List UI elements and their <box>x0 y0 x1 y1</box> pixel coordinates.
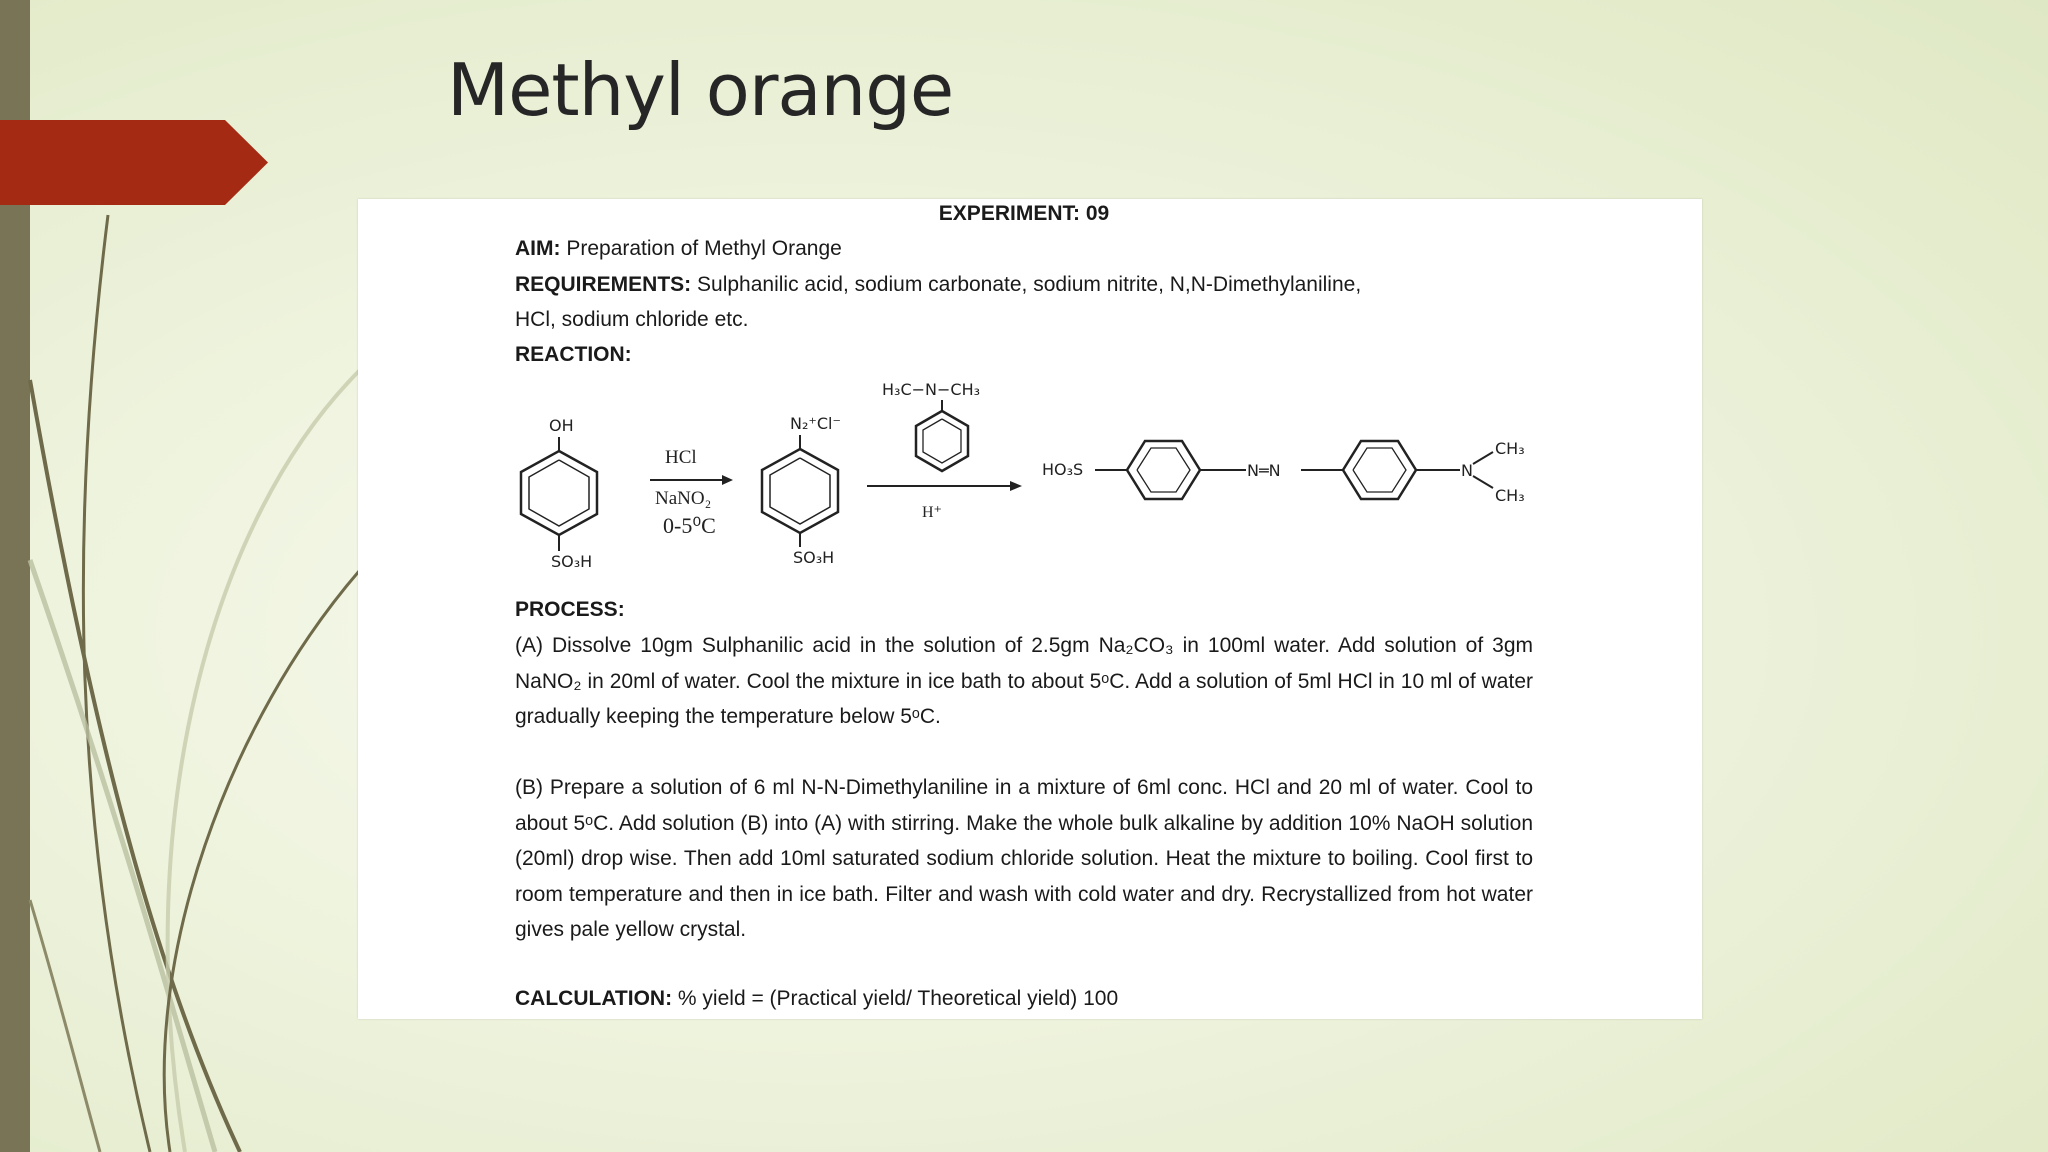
product-left-label: HO₃S <box>1042 460 1084 479</box>
product-structure <box>1042 439 1525 505</box>
aim-line <box>515 231 1533 266</box>
product-ch3-top: CH₃ <box>1495 439 1525 458</box>
experiment-document <box>358 199 1702 1019</box>
reaction-scheme <box>515 367 1533 567</box>
aim-label: AIM: <box>515 237 561 260</box>
coupler-label: H₃C−N−CH₃ <box>882 380 981 399</box>
reagent-hcl: HCl <box>665 447 697 468</box>
calculation-label: CALCULATION: <box>515 987 673 1010</box>
intermediate-bottom-label: SO₃H <box>793 548 835 567</box>
reaction-arrow-2 <box>867 481 1022 521</box>
intermediate-structure <box>762 414 841 567</box>
product-ch3-bottom: CH₃ <box>1495 486 1525 505</box>
reaction-arrow-1 <box>650 447 733 538</box>
process-label-line <box>515 592 1533 627</box>
product-n-label: N <box>1461 461 1473 480</box>
reagent-temperature: 0-5⁰C <box>663 513 716 538</box>
reactant-structure <box>521 416 597 567</box>
reactant-bottom-label: SO₃H <box>551 552 593 567</box>
aim-text: Preparation of Methyl Orange <box>560 237 842 260</box>
calculation-text: % yield = (Practical yield/ Theoretical yield) 100 <box>672 987 1119 1010</box>
reagent-nano2: NaNO₂ <box>655 488 712 509</box>
coupler-structure <box>882 380 980 471</box>
requirements-line <box>515 267 1533 302</box>
process-label: PROCESS: <box>515 598 625 621</box>
process-step-a: (A) Dissolve 10gm Sulphanilic acid in the solution of 2.5gm Na₂CO₃ in 100ml water. Add solution of 3gm NaNO₂ in 20ml of water. Cool the mixture in ice bath to about 5ᵒC. Add a solution of 5ml HCl in 10 ml of water gradually keeping the temperature below 5ᵒC. <box>515 634 1533 728</box>
reaction-label: REACTION: <box>515 343 632 366</box>
catalyst-label: H⁺ <box>922 504 942 521</box>
experiment-title: EXPERIMENT: 09 <box>938 202 1110 225</box>
reactant-top-label: OH <box>549 416 574 435</box>
calculation-line <box>515 981 1533 1016</box>
process-step-b: (B) Prepare a solution of 6 ml N-N-Dimethylaniline in a mixture of 6ml conc. HCl and 20 ml of water. Cool to about 5ᵒC. Add solution (B) into (A) with stirring. Make the whole bulk alkaline by addition 10% NaOH solution (20ml) drop wise. Then add 10ml saturated sodium chloride solution. Heat the mixture to boiling. Cool first to room temperature and then in ice bath. Filter and wash with cold water and dry. Recrystallized from hot water gives pale yellow crystal. <box>515 776 1533 941</box>
requirements-text: Sulphanilic acid, sodium carbonate, sodium nitrite, N,N-Dimethylaniline, <box>691 273 1362 296</box>
title-arrow-tab <box>0 120 268 205</box>
requirements-line-2: HCl, sodium chloride etc. <box>515 308 749 331</box>
intermediate-top-label: N₂⁺Cl⁻ <box>790 414 841 433</box>
slide-title: Methyl orange <box>447 48 954 132</box>
requirements-label: REQUIREMENTS: <box>515 273 692 296</box>
product-azo-label: N═N <box>1247 461 1281 480</box>
